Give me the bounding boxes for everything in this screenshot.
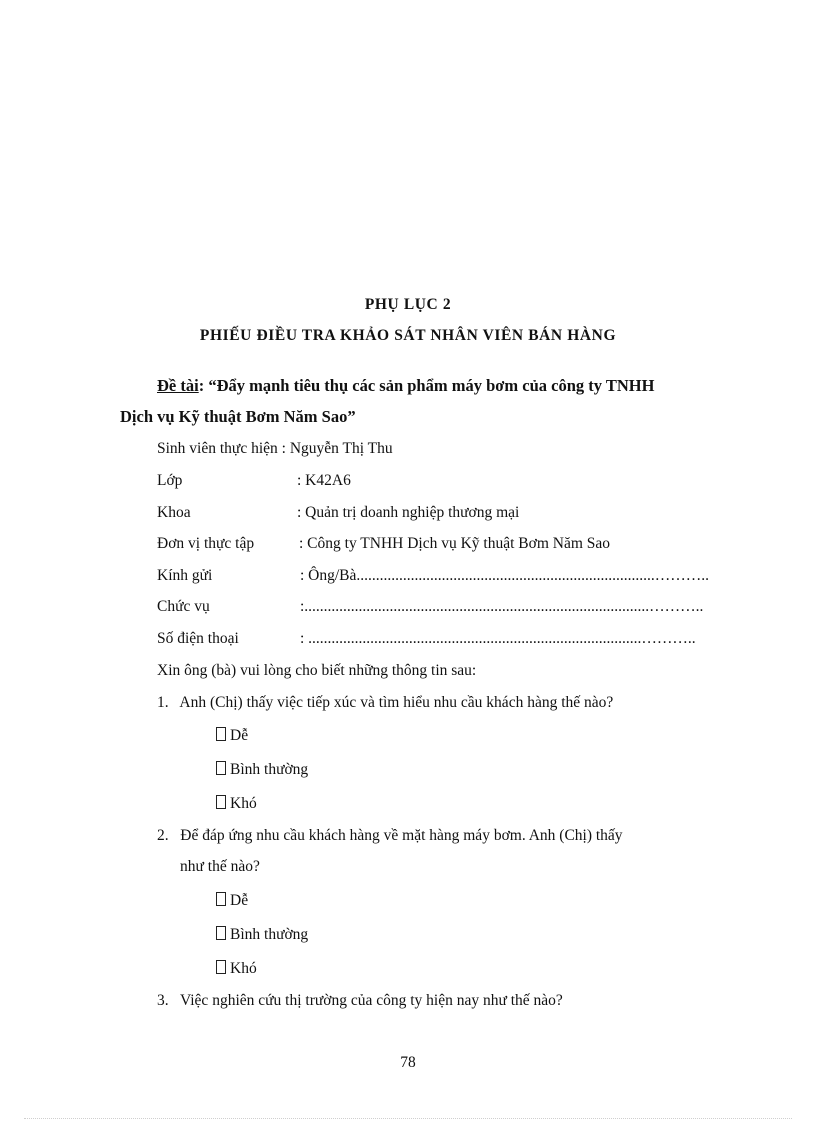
question-number: 1. — [157, 694, 169, 711]
topic-line-2: Dịch vụ Kỹ thuật Bơm Năm Sao” — [120, 407, 356, 426]
info-label-phone: Số điện thoại — [157, 630, 239, 647]
question-1 — [157, 694, 613, 712]
page-bottom-divider — [24, 1118, 792, 1119]
checkbox-icon[interactable] — [216, 727, 226, 741]
checkbox-icon[interactable] — [216, 926, 226, 940]
question-number: 3. — [157, 992, 169, 1009]
question-3 — [157, 992, 563, 1010]
question-text: Việc nghiên cứu thị trường của công ty hiện nay như thế nào? — [179, 992, 563, 1009]
question-text: Anh (Chị) thấy việc tiếp xúc và tìm hiểu nhu cầu khách hàng thế nào? — [179, 694, 614, 711]
info-value-phone: : ......................................................................................……….. — [300, 630, 696, 647]
topic-text-1: : “Đẩy mạnh tiêu thụ các sản phẩm máy bơm của công ty TNHH — [198, 376, 655, 395]
option-q1-easy[interactable]: Dễ — [216, 727, 248, 745]
question-number: 2. — [157, 827, 169, 844]
appendix-heading: PHỤ LỤC 2 — [364, 296, 452, 313]
checkbox-icon[interactable] — [216, 795, 226, 809]
info-value-position: :.........................................................................................……….. — [300, 598, 704, 615]
info-value-class: : K42A6 — [297, 472, 351, 489]
info-value-faculty: : Quản trị doanh nghiệp thương mại — [297, 504, 520, 521]
topic-label: Đề tài — [157, 376, 199, 395]
checkbox-icon[interactable] — [216, 892, 226, 906]
option-q1-normal[interactable]: Bình thường — [216, 761, 308, 779]
info-value-internship: : Công ty TNHH Dịch vụ Kỹ thuật Bơm Năm Sao — [299, 535, 611, 552]
checkbox-icon[interactable] — [216, 960, 226, 974]
option-q2-easy[interactable]: Dễ — [216, 892, 248, 910]
survey-title: PHIẾU ĐIỀU TRA KHẢO SÁT NHÂN VIÊN BÁN HÀNG — [199, 327, 617, 344]
question-2-continued: như thế nào? — [180, 858, 260, 875]
checkbox-icon[interactable] — [216, 761, 226, 775]
question-2 — [157, 827, 623, 845]
option-q1-hard[interactable]: Khó — [216, 795, 257, 813]
option-q2-normal[interactable]: Bình thường — [216, 926, 308, 944]
info-label-faculty: Khoa — [157, 504, 191, 521]
intro-text: Xin ông (bà) vui lòng cho biết những thông tin sau: — [157, 662, 477, 679]
question-text: Để đáp ứng nhu cầu khách hàng về mặt hàng máy bơm. Anh (Chị) thấy — [180, 827, 623, 844]
info-label-position: Chức vụ — [157, 598, 210, 615]
info-label-class: Lớp — [157, 472, 183, 489]
info-label-recipient: Kính gửi — [157, 567, 213, 584]
info-value-recipient: : Ông/Bà.............................................................................……….. — [300, 567, 710, 584]
info-row-student — [157, 440, 393, 458]
info-value: : Nguyễn Thị Thu — [281, 440, 393, 457]
topic-line-1 — [157, 376, 654, 396]
page-number: 78 — [400, 1054, 416, 1071]
option-q2-hard[interactable]: Khó — [216, 960, 257, 978]
info-label-internship: Đơn vị thực tập — [157, 535, 255, 552]
info-label: Sinh viên thực hiện — [157, 440, 278, 457]
